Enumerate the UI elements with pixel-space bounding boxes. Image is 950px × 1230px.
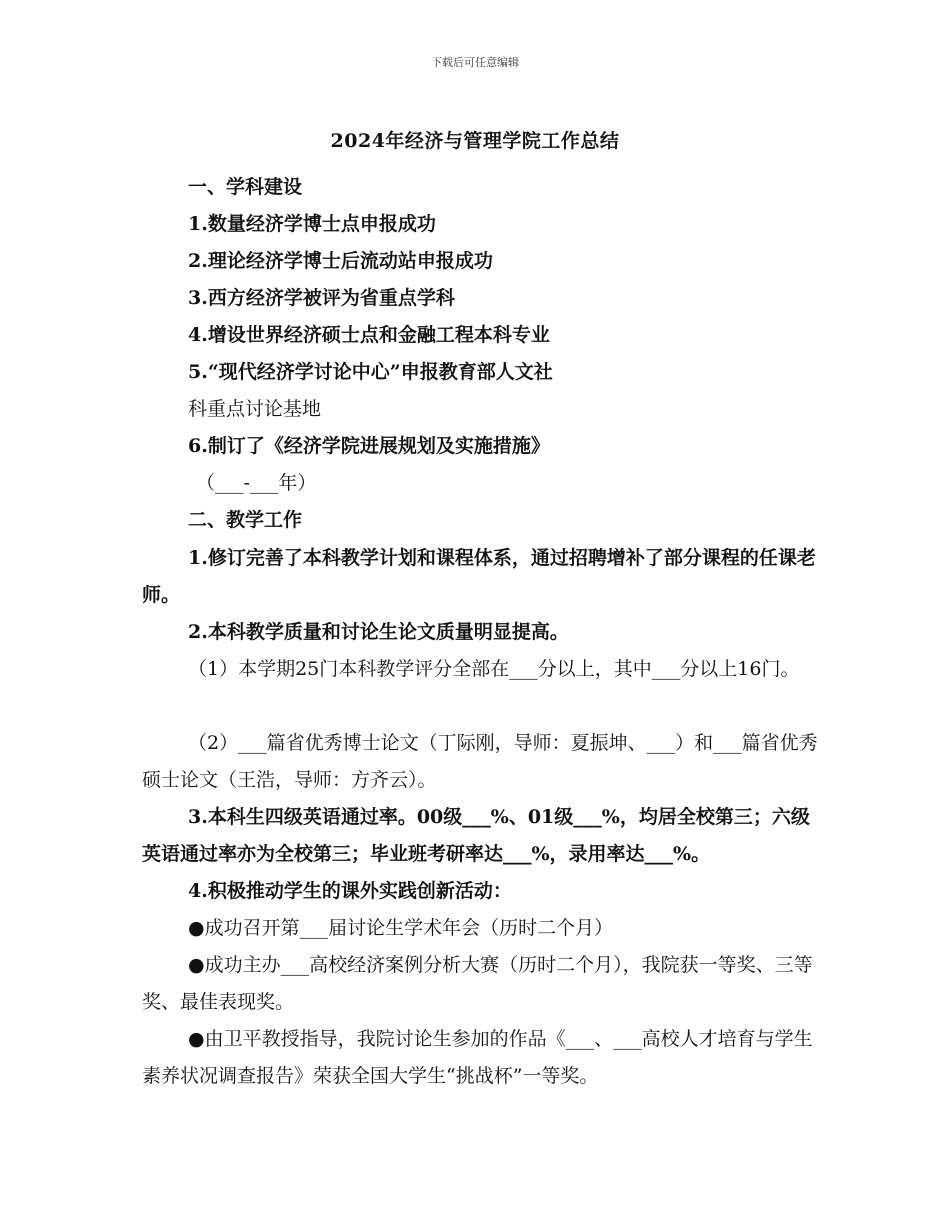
section-heading-1: 一、学科建设 (188, 176, 303, 198)
bullet-item: ●由卫平教授指导，我院讨论生参加的作品《___、___高校人才培育与学生素养状况调查报告》荣获全国大学生“挑战杯”一等奖。 (142, 1028, 813, 1087)
bullet-item: ●成功主办___高校经济案例分析大赛（历时二个月），我院获一等奖、三等奖、最佳表现奖。 (142, 954, 813, 1013)
list-item-continuation: （___-___年） (196, 472, 317, 494)
paragraph: 1.修订完善了本科教学计划和课程体系，通过招聘增补了部分课程的任课老师。 (142, 547, 816, 606)
section-heading-2: 二、教学工作 (188, 509, 303, 531)
list-item: 5.“现代经济学讨论中心”申报教育部人文社 (188, 361, 553, 383)
paragraph: 3.本科生四级英语通过率。00级___%、01级___%，均居全校第三；六级英语通过率亦为全校第三；毕业班考研率达___%，录用率达___%。 (142, 806, 810, 865)
paragraph: （2）___篇省优秀博士论文（丁际刚，导师：夏振坤、___）和___篇省优秀硕士论文（王浩，导师：方齐云）。 (142, 732, 818, 791)
paragraph: 4.积极推动学生的课外实践创新活动： (188, 880, 512, 902)
paragraph: 2.本科教学质量和讨论生论文质量明显提高。 (188, 621, 569, 643)
header-note: 下载后可任意编辑 (431, 56, 519, 69)
paragraph: （1）本学期25门本科教学评分全部在___分以上，其中___分以上16门。 (188, 658, 800, 680)
list-item: 3.西方经济学被评为省重点学科 (188, 287, 455, 309)
bullet-item: ●成功召开第___届讨论生学术年会（历时二个月） (188, 917, 614, 939)
list-item: 2.理论经济学博士后流动站申报成功 (188, 250, 493, 272)
list-item: 6.制订了《经济学院进展规划及实施措施》 (188, 435, 550, 457)
document-title: 2024年经济与管理学院工作总结 (330, 130, 620, 152)
list-item-continuation: 科重点讨论基地 (188, 398, 322, 420)
list-item: 4.增设世界经济硕士点和金融工程本科专业 (188, 324, 550, 346)
list-item: 1.数量经济学博士点申报成功 (188, 213, 436, 235)
